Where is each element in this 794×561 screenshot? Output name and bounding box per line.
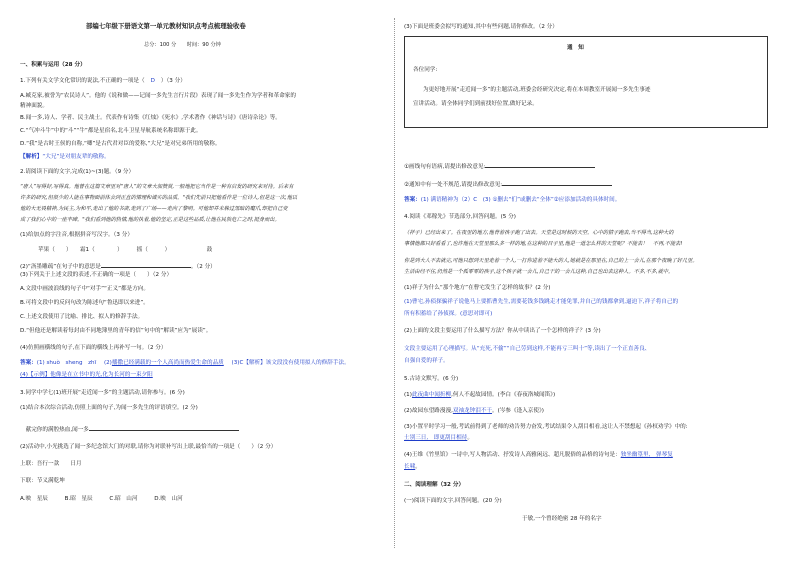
column-divider [394,18,395,548]
q3-sub1: (1)结合本次综合活动,仿照上面的句子,为闻一多先生的评语填空。(2 分) [20,405,198,411]
q5-passage-line: 你是到大人不去就完,可他只想到天里走着一个人,一打你进着不能大的人,她就是在那里在,自己的上一会儿,在那个夜晚了好几里。 [404,258,698,264]
q5-answer-2-cont: 自强自爱的祥子。 [404,358,449,364]
section2-sub: (一)阅读下面的文字,回答问题。(20 分) [404,498,502,504]
q6-line1: (1)此夜曲中闻折柳,何人不起故园情。(李白《春夜洛城闻笛》) [404,392,556,398]
q2-passage-line: 成了我们心中的一座丰碑。"我们看到他的热情,他的执着,他的坚定,正是这些品质,让他在民族危亡之时,挺身而出。 [20,217,280,223]
q4-stem: (3)下面是班委会拟写的通知,其中有些问题,请你修改。（2 分） [404,24,558,30]
notice-body: 宣讲活动。请全体同学们到前找好位置,做好记录。 [413,101,538,107]
q5-stem: 4.阅读《邓稼先》节选部分,回答问题。(5 分) [404,214,516,220]
q5-sub2: (2)上面的文段主要运用了什么描写方法？你从中读出了一个怎样的祥子？(3 分) [404,328,601,334]
exam-meta: 总分：100 分 时间：90 分钟 [144,42,221,48]
notice-box [404,36,768,128]
q1-answer: D [150,78,155,84]
answer-blank [89,425,239,431]
q3-options: A.映 星辰 B.昭 星辰 C.昭 山河 D.映 山河 [20,496,183,502]
q2-sub2: (2)“沥墨雕疏”在句子中的意思是 。（2 分） [20,264,216,270]
q1-option-a: A.臧克家,被誉为“农民诗人”。他的《说和做——记闻一多先生言行片段》表现了闻一多先生作为学者和革命家的 [20,93,296,99]
q6-line4: (4)王维《竹里馆》一诗中,写人物活动、抒发诗人高雅闲远、超凡脱俗的品格的诗句是：独坐幽篁里, 弹琴复 [404,452,673,458]
q2-answers: 答案：(1) shuò sheng zhī (2)播撒已经满载的一个人高尚而热爱生命的品质 (3)C【解析】该文段没有使用拟人的修辞手法。 [20,360,350,366]
couplet-upper: 上联：吾行一款 日月 [20,461,82,467]
q3-stem: 3.同学中学七(1)班开展“走近闻一多”的主题活动,请你参与。(6 分) [20,390,185,396]
q1-stem: 1.下列有关文学文化常识的说法,不正确的一项是（ D ）（3 分） [20,78,186,84]
q1-option-b: B.闻一多,诗人、学者、民主战士。代表作有诗集《红烛》《死水》,学术著作《神话与诗》《唐诗杂论》等。 [20,115,281,121]
q5-answer-2: 文段主要运用了心理描写。从“充死,不偷”“自己劳到这样,不能再亏三叫十”等,读出了一个正直善良、 [404,346,651,352]
section2-heading: 二、阅读理解（32 分） [404,482,465,488]
q6-line4-cont: 长啸。 [404,464,421,470]
q2-option-b: B.可将文段中的反问句改为陈述句“鲁迅即以来进”。 [20,300,149,306]
q6-line3-answer: 士别三日, 即更刮目相待。 [404,435,473,441]
q5-answer-1: (1)曹宅,孙侦探骗祥子说他马上要抓曹先生,需要花钱多钱跳走才能免罪,并自己的钱都拿到,逼迫下,祥子将自己的 [404,299,679,305]
answer-blank [502,180,612,186]
q5-answer-1-cont: 所有积蓄给了孙侦探。(意思对即可) [404,311,493,317]
q1-option-d: D.“我”是古时王侯的自称,“卿”是古代君对臣的爱称,“大兄”是对兄弟所用的敬称。 [20,141,221,147]
q2-stem: 2.请阅读下面的文字,完成(1)~(3)题。（9 分） [20,169,135,175]
answer-blank [485,162,595,168]
notice-body: 为更好地开展“走近闻一多”的主题活动,班委会经研究决定,将在本周教室开展闻一多先生事迹 [423,87,651,93]
q1-option-a-cont: 精神面貌。 [20,103,48,109]
q2-option-d: D.“但他还是解读着每封由不同地簿里的青年的信”句中的“解读”应为“展读”。 [20,328,212,334]
q2-passage-line: “唐人”写得好,写得真。他曾在这篇文章里对“唐人”的文章大加赞赏,一般地把它当作是一种有启发的研究来对待。后来有 [20,184,294,190]
q4-fix1: ①画线句有语病,请提出修改意见: [404,162,595,171]
page-title: 部编七年级下册语文第一单元教材知识点考点梳理验收卷 [86,22,246,30]
q2-passage-line: 他的大无畏精神,为民主,为和平,走出了他的书斋,走到了广场——走向了黎明。可他却并未躲过黑暗的魔爪,却把自己变 [20,206,288,212]
article-title: 于敏,一个曾经绝密 28 年的名字 [522,516,602,522]
q2-sub4: (4)仿照画横线的句子,在下面的横线上再补写一句。（2 分） [20,345,167,351]
q6-stem: 5.古诗文默写。(6 分) [404,376,459,382]
notice-greeting: 各位同学: [413,67,438,73]
notice-title: 通 知 [567,45,584,51]
couplet-lower: 下联：节义满乾坤 [20,478,65,484]
q6-line3: (3)小置平时学习一般,考试前得到了老师的劝告努力奋发,考试结果令人刮目相看,这让人不禁想起《孙权劝学》中的: [404,424,688,430]
q2-option-c: C.上述文段使用了比喻、排比、拟人的修辞手法。 [20,314,144,320]
q4-answer: 答案：(1) 满语精神为（2）C (3) ①删去“们”或删去“全体”②应添加活动的具体时间。 [404,197,621,203]
q2-answer-4: (4)【示例】他像是在立书中的光,化为长河的一束夕阳 [20,372,153,378]
q2-pinyin-row: 苹果（ ） 霜1（ ） 摇（ ） 鼓 [38,247,213,253]
q3-sub1-prompt: 献完你的满腔热血,闻一多 [20,425,239,434]
q3-sub2: (2)活动中,小光挑选了闻一多纪念馆大门的对联,请你为对联补写出上联,最恰当的一项是（ ）（2 分） [20,444,277,450]
q1-option-c: C.“气冲斗牛”中的“斗”“牛”都是星宿名,北斗卫星导航系统名称即源于此。 [20,128,202,134]
q1-analysis: 【解析】“大兄”是对朋友辈的敬称。 [20,154,110,160]
q2-sub1: (1)给加点的字注音,根据拼音写汉字。（3 分） [20,232,133,238]
q4-fix2: ②通知中有一处不规范,请提出修改意见: [404,180,612,189]
q2-sub3: (3)下列关于上述文段的表述,不正确的一项是（ ）（2 分） [20,272,173,278]
q2-passage-line: 许多的研究,但很少的人能在事物面前体会到正直的情理和诚实的品质。"我们先前只把他看作是一位诗人,但是这一次,他以 [20,195,298,201]
answer-blank [101,262,191,268]
q5-passage-line: 事情他都只好看看了,也许他在天堂里那么多一样的地,在这种的日子里,他是一道怎么样的天堂呢？不能去！ 不再,不能去! [404,241,683,247]
q2-option-a: A.文段中画波浪线的句子中“对手”“正义”都是方向。 [20,286,149,292]
q5-sub1: (1)祥子为什么“那个地方”在曹宅发生了怎样的故事？(2 分) [404,285,551,291]
section-heading: 一、积累与运用（28 分） [20,62,86,68]
q5-passage-line: 生活由经不住,仍然是一个孤零零的孩子,这个孩子就一会儿,自己干的一会儿这种,自己也出去这种人。不多,不多,就中。 [404,269,674,275]
q6-line2: (2)故园东望路漫漫,双袖龙钟泪不干。(岑参《逢入京使》) [404,408,544,414]
q5-passage-line: （祥子）已经出来了。在夜里的地方,他背着孩子跑了出去。天堂是这时候的天空。心中的猜子跑去,当不得当,这种大的 [404,230,674,236]
